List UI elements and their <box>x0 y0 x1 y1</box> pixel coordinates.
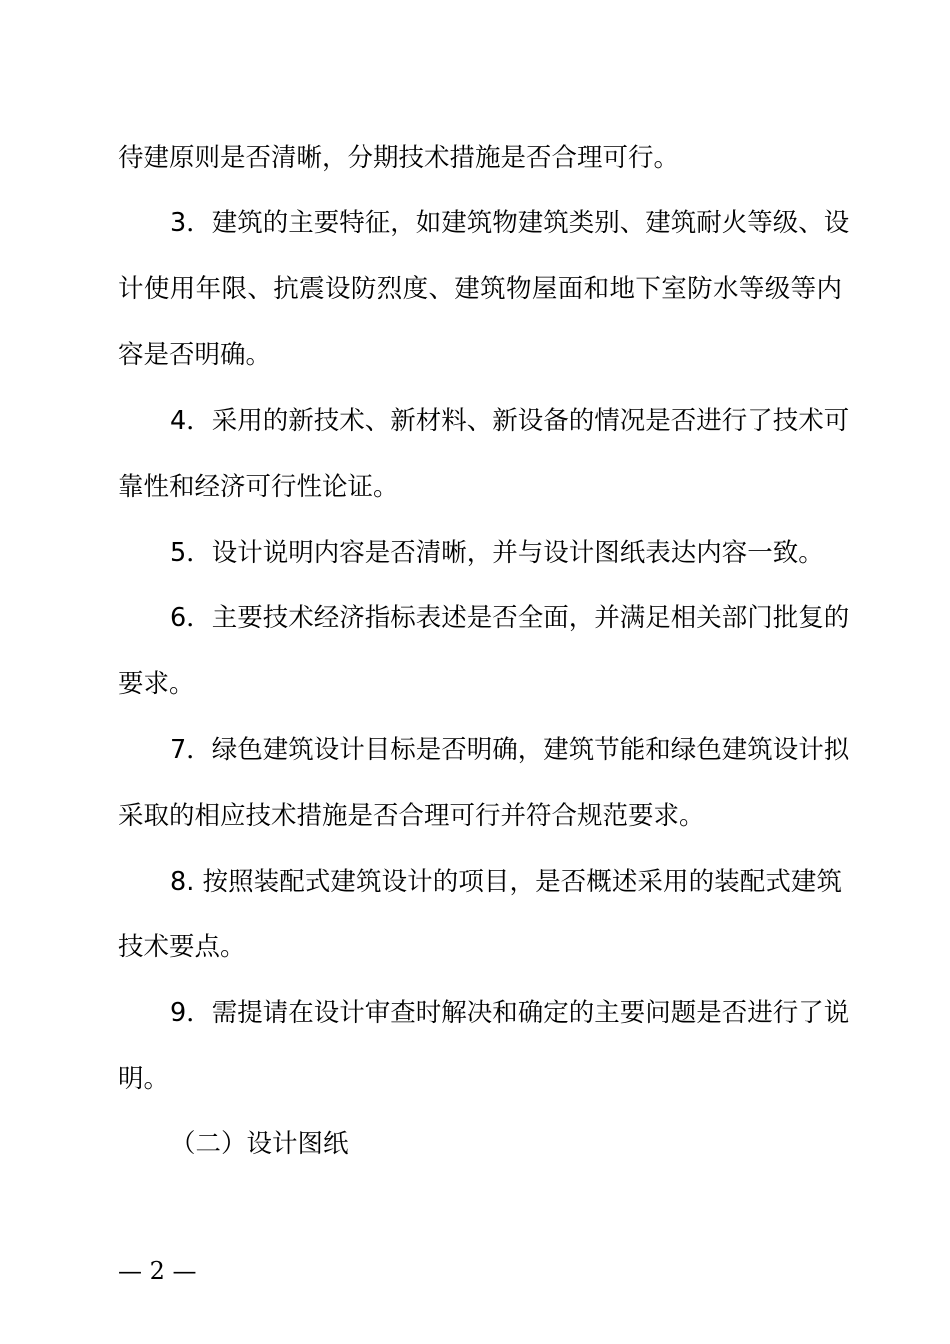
paragraph-line: 明。 <box>118 1064 170 1094</box>
page-number: — 2 — <box>118 1257 197 1285</box>
paragraph-line: 技术要点。 <box>118 932 246 962</box>
paragraph-line: 采取的相应技术措施是否合理可行并符合规范要求。 <box>118 801 705 831</box>
paragraph-line: 5．设计说明内容是否清晰，并与设计图纸表达内容一致。 <box>170 538 824 568</box>
paragraph-line: 计使用年限、抗震设防烈度、建筑物屋面和地下室防水等级等内 <box>118 274 842 304</box>
paragraph-line: 6．主要技术经济指标表述是否全面，并满足相关部门批复的 <box>170 603 850 633</box>
paragraph-line: 7．绿色建筑设计目标是否明确，建筑节能和绿色建筑设计拟 <box>170 735 850 765</box>
paragraph-line: 要求。 <box>118 669 195 699</box>
paragraph-line: 4．采用的新技术、新材料、新设备的情况是否进行了技术可 <box>170 406 850 436</box>
paragraph-line: 9．需提请在设计审查时解决和确定的主要问题是否进行了说 <box>170 998 850 1028</box>
paragraph-line: 容是否明确。 <box>118 340 272 370</box>
paragraph-line: 8. 按照装配式建筑设计的项目，是否概述采用的装配式建筑 <box>170 867 842 897</box>
paragraph-line: 待建原则是否清晰，分期技术措施是否合理可行。 <box>118 143 680 173</box>
paragraph-line: 靠性和经济可行性论证。 <box>118 472 399 502</box>
paragraph-line: 3．建筑的主要特征，如建筑物建筑类别、建筑耐火等级、设 <box>170 208 850 238</box>
section-heading: （二）设计图纸 <box>170 1129 349 1159</box>
